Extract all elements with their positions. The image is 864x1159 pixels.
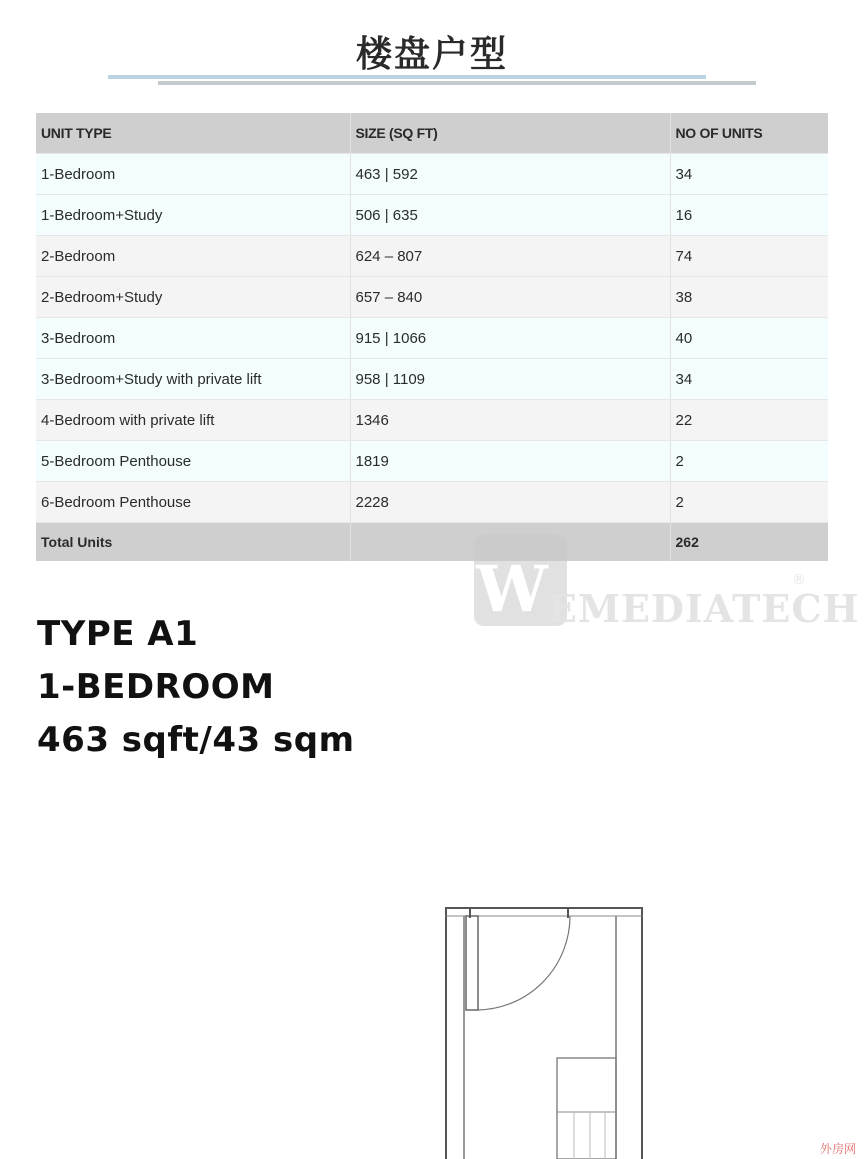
cell-unit-type: 6-Bedroom Penthouse (36, 482, 350, 523)
cell-units: 2 (670, 482, 828, 523)
table-row (36, 441, 828, 482)
table-header-row (36, 113, 828, 154)
watermark-logo (474, 534, 860, 634)
cell-size: 958 | 1109 (350, 359, 670, 400)
watermark-text: EMEDIATECH (548, 586, 860, 631)
unit-bedrooms: 1-BEDROOM (37, 667, 275, 707)
watermark-letter: W (476, 552, 542, 627)
watermark-registered: ® (792, 572, 806, 588)
cell-unit-type: 2-Bedroom+Study (36, 277, 350, 318)
table-row (36, 359, 828, 400)
table-row (36, 318, 828, 359)
cell-unit-type: 5-Bedroom Penthouse (36, 441, 350, 482)
page-title: 楼盘户型 (355, 34, 508, 75)
cell-unit-type: 3-Bedroom (36, 318, 350, 359)
cell-size: 1346 (350, 400, 670, 441)
table-row (36, 482, 828, 523)
cell-unit-type: 3-Bedroom+Study with private lift (36, 359, 350, 400)
cell-unit-type: 4-Bedroom with private lift (36, 400, 350, 441)
cell-size: 624 – 807 (350, 236, 670, 277)
unit-mix-table (36, 113, 828, 561)
table-row (36, 400, 828, 441)
table-row (36, 154, 828, 195)
total-units: 262 (670, 523, 828, 562)
cell-size: 915 | 1066 (350, 318, 670, 359)
cell-size: 657 – 840 (350, 277, 670, 318)
header-size: SIZE (SQ FT) (350, 113, 670, 154)
table-row (36, 277, 828, 318)
title-underline-gray (158, 81, 756, 85)
title-underline-blue (108, 75, 706, 79)
cell-unit-type: 1-Bedroom (36, 154, 350, 195)
cell-units: 34 (670, 154, 828, 195)
table-row (36, 195, 828, 236)
cell-units: 38 (670, 277, 828, 318)
cell-units: 22 (670, 400, 828, 441)
cell-size: 506 | 635 (350, 195, 670, 236)
cell-units: 2 (670, 441, 828, 482)
cell-unit-type: 2-Bedroom (36, 236, 350, 277)
cell-unit-type: 1-Bedroom+Study (36, 195, 350, 236)
footer-source-mark: 外房网 (820, 1142, 857, 1156)
cell-units: 40 (670, 318, 828, 359)
cell-units: 74 (670, 236, 828, 277)
cell-size: 1819 (350, 441, 670, 482)
cell-units: 16 (670, 195, 828, 236)
unit-type-block (37, 610, 355, 769)
unit-area: 463 sqft/43 sqm (37, 720, 355, 760)
cell-units: 34 (670, 359, 828, 400)
floor-plan-drawing (440, 900, 650, 1159)
table-row (36, 236, 828, 277)
header-unit-type: UNIT TYPE (36, 113, 350, 154)
cell-size: 2228 (350, 482, 670, 523)
cell-size: 463 | 592 (350, 154, 670, 195)
header-units: NO OF UNITS (670, 113, 828, 154)
total-label: Total Units (36, 523, 350, 562)
unit-type-title: TYPE A1 (37, 614, 199, 654)
